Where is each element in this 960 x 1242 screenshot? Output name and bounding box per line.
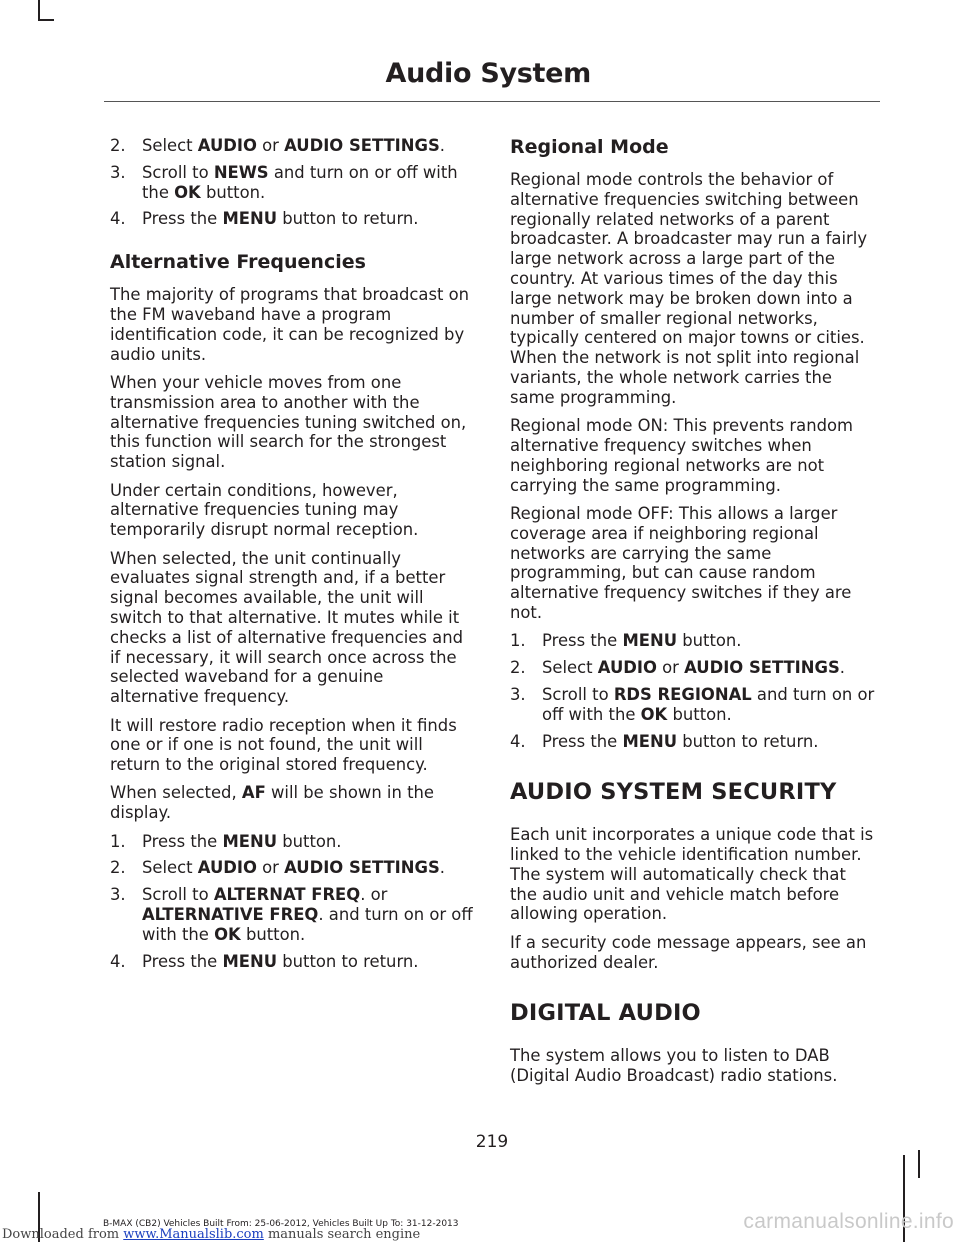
- text: button.: [277, 831, 342, 851]
- text: Press the: [542, 731, 623, 751]
- text: Scroll to: [142, 162, 214, 182]
- paragraph: When selected, the unit continually evaluates signal strength and, if a better signal becomes available, the unit will switch to that alternative. It mutes while it checks a list of alternative frequencies and if necessary, it will search once across the selected waveband for a genuine alternative frequency.: [110, 548, 463, 707]
- crop-mark: [38, 0, 40, 20]
- heading-regional-mode: Regional Mode: [510, 136, 669, 158]
- step-number: 2.: [510, 658, 526, 678]
- step-number: 3.: [110, 885, 126, 905]
- page-header-title: Audio System: [385, 58, 591, 89]
- text: manuals search engine: [263, 1227, 421, 1242]
- text: . and turn on or off with the: [142, 905, 473, 944]
- ui-label: OK: [214, 924, 241, 944]
- text: When selected,: [110, 783, 242, 803]
- ui-label: MENU: [222, 831, 278, 851]
- watermark: carmanualsonline.info: [743, 1210, 954, 1233]
- ui-label: ALTERNATIVE FREQ: [142, 905, 319, 925]
- step-item: [110, 136, 476, 156]
- text: button.: [677, 631, 742, 651]
- paragraph: If a security code message appears, see an authorized dealer.: [510, 932, 867, 972]
- step-number: 1.: [510, 631, 526, 651]
- text: . or: [360, 885, 388, 905]
- af-label: AF: [241, 783, 266, 803]
- paragraph: Regional mode ON: This prevents random alternative frequency switches when neighboring regional networks are not carrying the same programming.: [510, 416, 853, 495]
- text: or: [256, 136, 285, 155]
- text: Press the: [142, 209, 223, 229]
- step-number: 2.: [110, 136, 126, 155]
- text: or: [656, 658, 685, 678]
- text: .: [439, 136, 445, 155]
- download-note: [2, 1227, 420, 1242]
- step-number: 2.: [110, 858, 126, 878]
- step-number: 3.: [110, 162, 126, 182]
- ui-label: MENU: [222, 209, 278, 229]
- steps-list: [110, 832, 476, 972]
- left-column: [110, 136, 476, 980]
- page-number: 219: [475, 1132, 509, 1152]
- steps-list: [510, 631, 876, 751]
- paragraph: Regional mode OFF: This allows a larger coverage area if neighboring regional networks are carrying the same programming, but can cause random alternative frequency switches if they are not.: [510, 503, 852, 622]
- ui-label: OK: [640, 704, 668, 724]
- text: and turn on or off with the: [542, 684, 875, 724]
- text: .: [439, 858, 445, 878]
- ui-label: MENU: [222, 951, 278, 971]
- ui-label: AUDIO: [197, 136, 257, 155]
- text: Scroll to: [542, 684, 614, 704]
- heading-audio-system-security: AUDIO SYSTEM SECURITY: [510, 779, 837, 806]
- step-item: [510, 631, 876, 651]
- paragraph-af: [110, 783, 476, 823]
- paragraph: The majority of programs that broadcast on the FM waveband have a program identification code, it can be recognized by audio units.: [110, 285, 470, 364]
- step-item: [110, 885, 476, 944]
- text: button to return.: [277, 209, 419, 229]
- paragraph: When your vehicle moves from one transmission area to another with the alternative frequencies tuning switched on, this function will search for the strongest station signal.: [110, 372, 467, 472]
- text: Press the: [142, 831, 223, 851]
- text: Downloaded from: [2, 1227, 124, 1242]
- step-item: [110, 832, 476, 852]
- step-item: [510, 732, 876, 752]
- steps-list: [110, 136, 476, 229]
- text: and turn on or off with the: [142, 162, 458, 202]
- text: button.: [667, 704, 732, 724]
- text: Select: [542, 658, 598, 678]
- crop-mark: [38, 19, 54, 21]
- ui-label: OK: [174, 182, 201, 202]
- text: button.: [240, 924, 306, 944]
- manualslib-link[interactable]: www.Manualslib.com: [123, 1227, 264, 1242]
- ui-label: ALTERNAT FREQ: [213, 885, 361, 905]
- text: button to return.: [677, 731, 819, 751]
- step-item: [110, 952, 476, 972]
- ui-label: RDS REGIONAL: [613, 684, 752, 704]
- step-item: [110, 163, 476, 203]
- crop-mark: [918, 1150, 920, 1178]
- ui-label: MENU: [622, 631, 678, 651]
- right-column: [510, 136, 876, 1095]
- text: or: [256, 858, 285, 878]
- text: will be shown in the display.: [110, 783, 434, 823]
- text: Select: [142, 858, 198, 878]
- paragraph: It will restore radio reception when it finds one or if one is not found, the unit will return to the original stored frequency.: [110, 715, 457, 775]
- paragraph: Regional mode controls the behavior of alternative frequencies switching between regionally related networks of a parent broadcaster. A broadcaster may run a fairly large network across a large part of the country. At various times of the day this large network may be broken down into a number of smaller regional networks, typically centered on major towns or cities. When the network is not split into regional variants, the whole network carries the same programming.: [510, 170, 868, 407]
- text: Scroll to: [142, 885, 214, 905]
- text: .: [839, 658, 845, 678]
- ui-label: AUDIO SETTINGS: [684, 658, 840, 678]
- text: Press the: [542, 631, 623, 651]
- paragraph: The system allows you to listen to DAB (Digital Audio Broadcast) radio stations.: [510, 1046, 838, 1086]
- ui-label: AUDIO: [597, 658, 657, 678]
- paragraph: Each unit incorporates a unique code that is linked to the vehicle identification number. The system will automatically check that the audio unit and vehicle match before allowing operation.: [510, 825, 874, 924]
- step-number: 1.: [110, 831, 126, 851]
- ui-label: AUDIO SETTINGS: [284, 136, 440, 155]
- text: Select: [142, 136, 198, 155]
- ui-label: AUDIO SETTINGS: [284, 858, 440, 878]
- step-number: 4.: [510, 731, 526, 751]
- vehicle-info-line: B-MAX (CB2) Vehicles Built From: 25-06-2012, Vehicles Built Up To: 31-12-2013: [103, 1219, 459, 1229]
- step-number: 4.: [110, 951, 126, 971]
- step-item: [110, 209, 476, 229]
- step-item: [110, 858, 476, 878]
- text: button to return.: [277, 951, 419, 971]
- heading-digital-audio: DIGITAL AUDIO: [510, 1000, 701, 1027]
- ui-label: MENU: [622, 731, 678, 751]
- ui-label: AUDIO: [197, 858, 257, 878]
- paragraph: Under certain conditions, however, alternative frequencies tuning may temporarily disrupt normal reception.: [110, 480, 419, 540]
- header-rule: [104, 101, 880, 102]
- step-number: 3.: [510, 684, 526, 704]
- text: button.: [200, 182, 266, 202]
- step-item: [510, 658, 876, 678]
- step-item: [510, 685, 876, 725]
- heading-alternative-frequencies: Alternative Frequencies: [110, 251, 366, 274]
- ui-label: NEWS: [213, 162, 269, 182]
- step-number: 4.: [110, 209, 126, 229]
- text: Press the: [142, 951, 223, 971]
